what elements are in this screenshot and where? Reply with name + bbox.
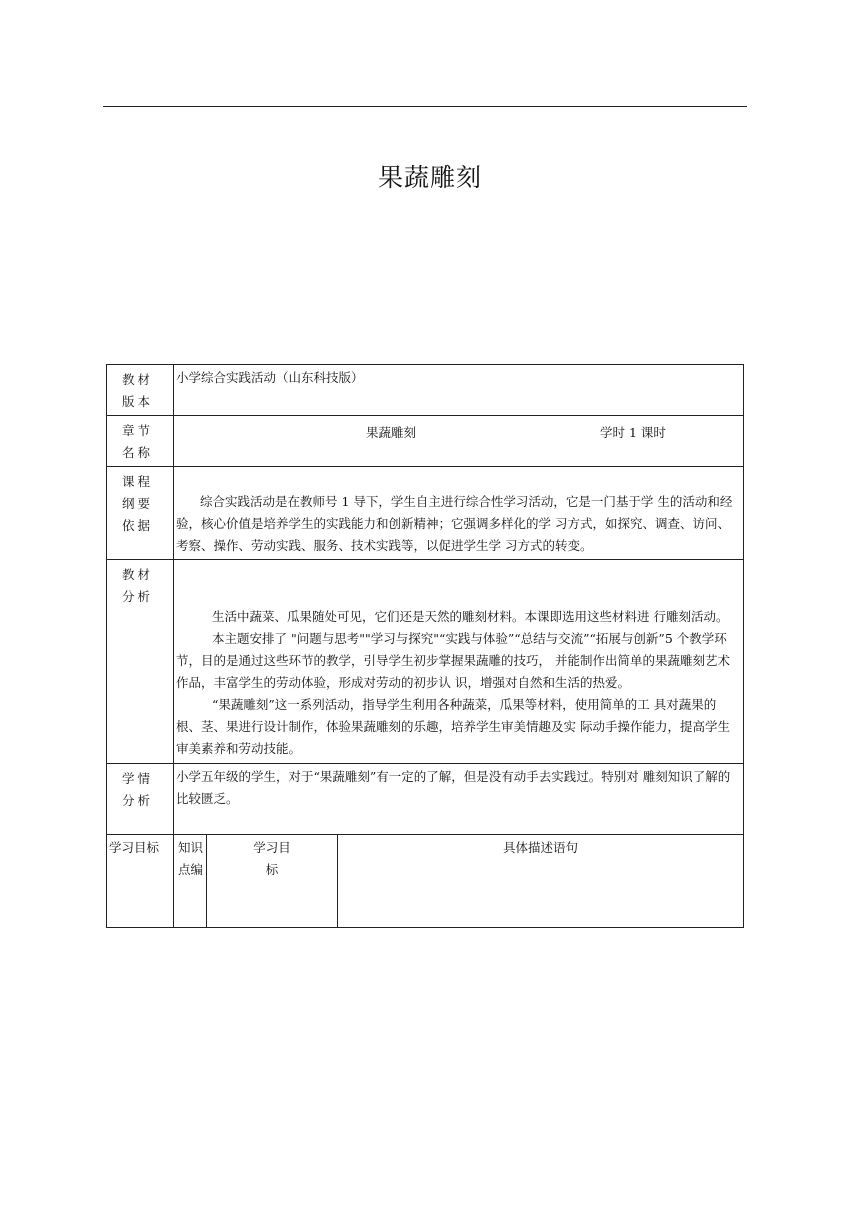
chapter-label xyxy=(107,416,174,467)
table-row xyxy=(107,764,744,835)
chapter-value xyxy=(174,416,744,467)
analysis-label-text: 教材 分析 xyxy=(122,567,154,604)
analysis-value xyxy=(174,560,744,764)
basis-text: 综合实践活动是在教师号 1 导下，学生自主进行综合性学习活动，它是一门基于学 生的活动和经验，核心价值是培养学生的实践能力和创新精神；它强调多样化的学 习方式，如探究、调查、访问、考察、操作、劳动实践、服务、技术实践等，以促进学生学 习方式的转变。 xyxy=(176,494,733,553)
edition-label-text: 教材 版本 xyxy=(122,372,154,409)
analysis-paragraph-2: 本主题安排了 "问题与思考""学习与探究"“实践与体验”“总结与交流”“拓展与创新”5 个教学环节，目的是通过这些环节的教学，引导学生初步掌握果蔬雕的技巧， 并能制作出简单的果蔬雕刻艺术作品，丰富学生的劳动体验，形成对劳动的初步认 识，增强对自然和生活的热爱。 xyxy=(176,631,730,690)
table-row xyxy=(107,835,744,928)
analysis-paragraph-1: 生活中蔬菜、瓜果随处可见，它们还是天然的雕刻材料。本课即选用这些材料进 行雕刻活动。 xyxy=(212,609,729,624)
analysis-label xyxy=(107,560,174,764)
chapter-hours: 学时 1 课时 xyxy=(600,425,666,440)
goals-outer-label: 学习目标 xyxy=(107,835,174,928)
table-row xyxy=(107,416,744,467)
chapter-name: 果蔬雕刻 xyxy=(365,425,416,440)
analysis-paragraph-3: “果蔬雕刻”这一系列活动，指导学生利用各种蔬菜，瓜果等材料，使用简单的工 具对蔬果的根、茎、果进行设计制作，体验果蔬雕刻的乐趣，培养学生审美情趣及实 际动手操作能力，提高学生审美素养和劳动技能。 xyxy=(176,697,730,756)
students-label xyxy=(107,764,174,835)
goals-inner-label-text: 学习目标 xyxy=(253,840,291,877)
lesson-plan-table xyxy=(106,364,744,928)
page-title: 果蔬雕刻 xyxy=(377,163,482,192)
students-value: 小学五年级的学生，对于“果蔬雕刻”有一定的了解，但是没有动手去实践过。特别对 雕刻知识了解的比较匮乏。 xyxy=(174,764,744,835)
goals-inner-label xyxy=(207,835,338,928)
basis-label-text: 课程 纲要 依据 xyxy=(122,474,154,533)
top-rule xyxy=(103,106,747,107)
edition-label xyxy=(107,365,174,416)
students-label-text: 学情 分析 xyxy=(122,771,154,808)
table-row xyxy=(107,467,744,560)
basis-label xyxy=(107,467,174,560)
goals-mid-label: 知识点编 xyxy=(174,835,207,928)
edition-value: 小学综合实践活动（山东科技版） xyxy=(174,365,744,416)
basis-value xyxy=(174,467,744,560)
goals-header: 具体描述语句 xyxy=(338,835,744,928)
chapter-label-text: 章节 名称 xyxy=(122,423,154,460)
table-row xyxy=(107,560,744,764)
table-row xyxy=(107,365,744,416)
